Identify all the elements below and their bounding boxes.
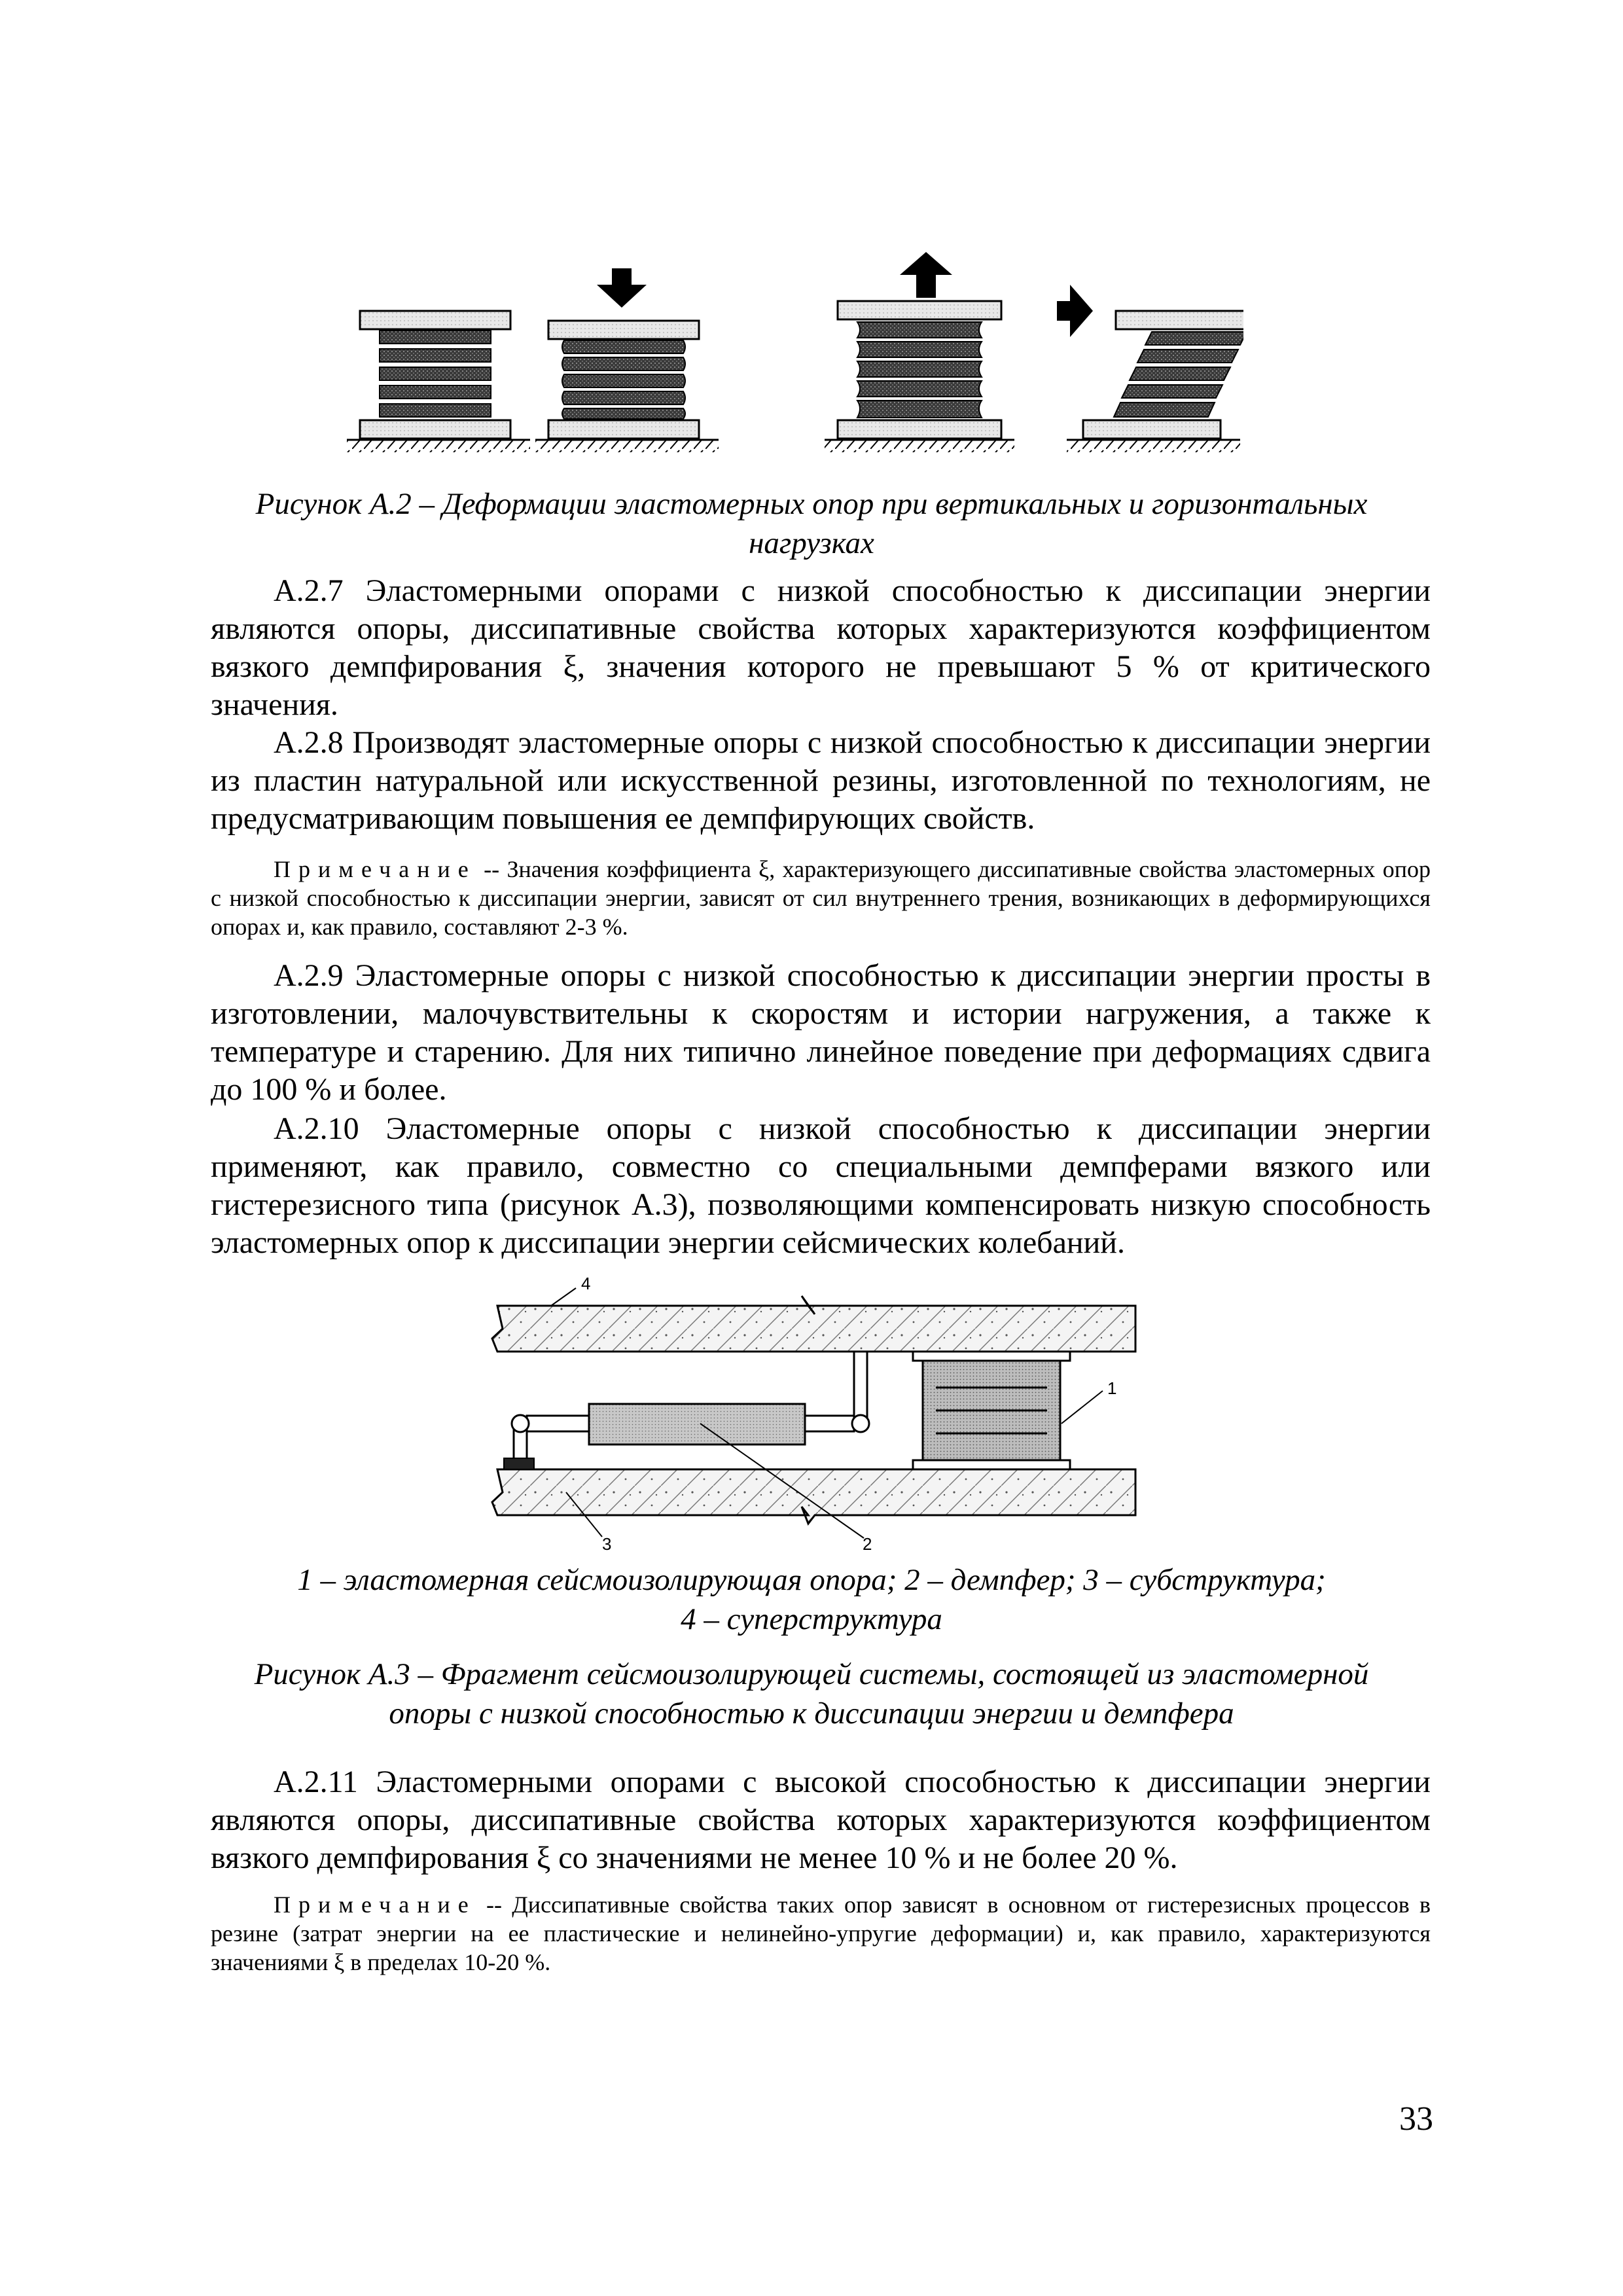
note-2-label: Примечание: [274, 1892, 476, 1918]
paragraph-a2-10: [211, 1110, 1431, 1262]
figure-a3-caption-line2: опоры с низкой способностью к диссипации энергии и демпфера: [389, 1696, 1234, 1731]
elastomeric-bearing: [913, 1352, 1070, 1469]
note-1-label: Примечание: [274, 856, 476, 882]
note-2-text: -- Диссипативные свойства таких опор зависят в основном от гистерезисных процессов в резине (затрат энергии на ее пластические и нелинейно-упругие деформации) и, как правило, характеризуются значениями ξ в пределах 10-20 %.: [211, 1892, 1431, 1975]
bearing-tension: [825, 252, 1014, 452]
paragraph-a2-8: [211, 724, 1431, 838]
damper: [504, 1352, 869, 1469]
paragraph-a2-9: [211, 957, 1431, 1109]
bearing-sheared: [1057, 285, 1243, 452]
note-1: [211, 855, 1431, 941]
paragraph-a2-8-text: А.2.8 Производят эластомерные опоры с низкой способностью к диссипации энергии из пластин натуральной или искусственной резины, изготовленной по технологиям, не предусматривающим повышения ее демпфирующих свойств.: [211, 725, 1431, 836]
bearing-compressed: [535, 268, 719, 452]
paragraph-a2-9-text: А.2.9 Эластомерные опоры с низкой способностью к диссипации энергии просты в изготовлении, малочувствительны к скоростям и истории нагружения, а также к температуре и старению. Для них типично линейное поведение при деформациях сдвига до 100 % и более.: [211, 958, 1431, 1107]
arrow-down-icon: [597, 268, 647, 308]
figure-a3-legend-line2: 4 – суперструктура: [681, 1602, 942, 1636]
paragraph-a2-11: [211, 1763, 1431, 1877]
bearing-unloaded: [347, 311, 530, 452]
note-1-text: -- Значения коэффициента ξ, характеризующего диссипативные свойства эластомерных опор с низкой способностью к диссипации энергии, зависят от сил внутреннего трения, возникающих в деформирующихся опорах и, как правило, составляют 2-3 %.: [211, 856, 1431, 940]
label-3: 3: [602, 1534, 612, 1551]
label-2: 2: [863, 1534, 872, 1551]
figure-a3-legend: [196, 1560, 1427, 1639]
figure-a2-bearing-deformations: [340, 249, 1243, 484]
figure-a3-caption-line1: Рисунок А.3 – Фрагмент сейсмоизолирующей системы, состоящей из эластомерной: [254, 1657, 1369, 1691]
figure-a2-caption: [196, 484, 1427, 563]
arrow-up-icon: [900, 252, 952, 298]
figure-a3-caption: [196, 1655, 1427, 1733]
paragraph-a2-10-text: А.2.10 Эластомерные опоры с низкой способностью к диссипации энергии применяют, как правило, совместно со специальными демпферами вязкого или гистерезисного типа (рисунок А.3), позволяющими компенсировать низкую способность эластомерных опор к диссипации энергии сейсмических колебаний.: [211, 1111, 1431, 1260]
figure-a3-legend-line1: 1 – эластомерная сейсмоизолирующая опора; 2 – демпфер; 3 – субструктура;: [297, 1563, 1326, 1597]
substructure-slab: [492, 1469, 1135, 1524]
figure-a3-isolation-system: [478, 1276, 1145, 1551]
figure-a2-caption-line1: Рисунок А.2 – Деформации эластомерных опор при вертикальных и горизонтальных: [255, 487, 1368, 521]
note-2: [211, 1890, 1431, 1977]
superstructure-slab: [492, 1296, 1135, 1352]
figure-a2-caption-line2: нагрузках: [749, 526, 874, 560]
paragraph-a2-7-text: А.2.7 Эластомерными опорами с низкой способностью к диссипации энергии являются опоры, диссипативные свойства которых характеризуются коэффициентом вязкого демпфирования ξ, значения которого не превышают 5 % от критического значения.: [211, 573, 1431, 722]
label-4: 4: [581, 1276, 591, 1293]
paragraph-a2-7: [211, 572, 1431, 724]
label-1: 1: [1107, 1378, 1117, 1398]
arrow-right-icon: [1057, 285, 1093, 337]
paragraph-a2-11-text: А.2.11 Эластомерными опорами с высокой способностью к диссипации энергии являются опоры, диссипативные свойства которых характеризуются коэффициентом вязкого демпфирования ξ со значениями не менее 10 % и не более 20 %.: [211, 1765, 1431, 1875]
page-number: 33: [1399, 2100, 1433, 2138]
